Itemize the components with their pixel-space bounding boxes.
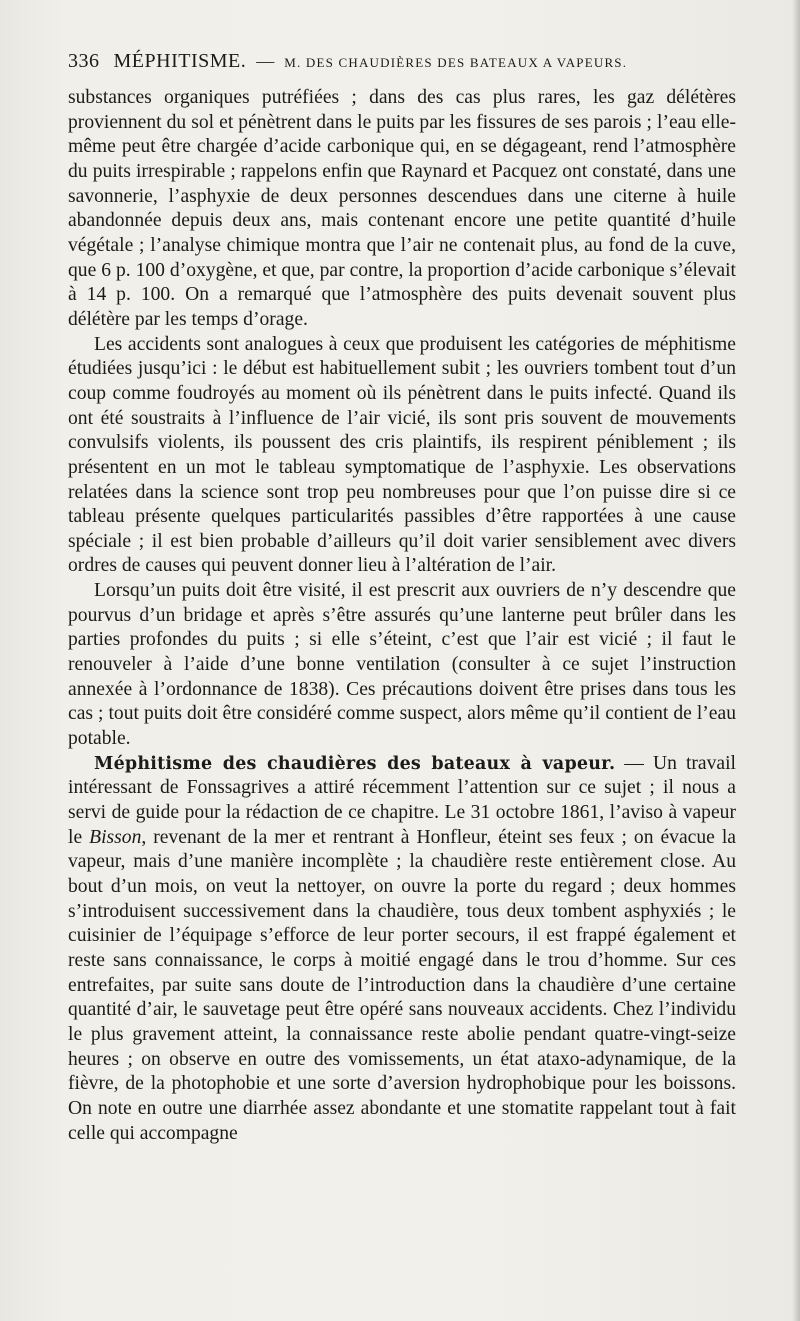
running-head-subtitle: M. DES CHAUDIÈRES DES BATEAUX A VAPEURS. [284, 55, 628, 70]
running-head-separator: — [256, 51, 275, 71]
paragraph-boilers [68, 752, 736, 1147]
paragraph-boilers-part1: Un travail intéressant de Fonssagrives a attiré récemment l’attention sur ce sujet ; il nous a servi de guide pour la rédaction de ce chapitre. Le 31 octobre 1861, l’aviso à vapeur le [68, 752, 736, 848]
running-head-title: MÉPHITISME. [113, 50, 247, 72]
paragraph-accidents: Les accidents sont analogues à ceux que produisent les catégories de méphitisme étudiées jusqu’ici : le début est habituellement subit ; les ouvriers tombent tout d’un coup comme foudroyés au moment où ils pénètrent dans le puits infecté. Quand ils ont été soustraits à l’influence de l’air vicié, ils sont pris souvent de mouvements convulsifs violents, ils poussent des cris plaintifs, ils respirent péniblement ; ils présentent en un mot le tableau symptomatique de l’asphyxie. Les observations relatées dans la science sont trop peu nombreuses pour que l’on puisse dire si ce tableau présente quelques particularités passibles d’être rapportées à une cause spéciale ; il est bien probable d’ailleurs qu’il doit varier sensiblement avec divers ordres de causes qui peuvent donner lieu à l’altération de l’air. [68, 333, 736, 577]
paragraph-precautions: Lorsqu’un puits doit être visité, il est prescrit aux ouvriers de n’y descendre que pourvus d’un bridage et après s’être assurés qu’une lanterne peut brûler dans les parties profondes du puits ; si elle s’éteint, c’est que l’air est vicié ; il faut le renouveler à l’aide d’une bonne ventilation (consulter à ce sujet l’instruction annexée à l’ordonnance de 1838). Ces précautions doivent être prises dans tous les cas ; tout puits doit être considéré comme suspect, alors même qu’il contient de l’eau potable. [68, 580, 736, 750]
page-edge-shadow [792, 0, 800, 1321]
body-text [68, 86, 736, 1146]
page-number: 336 [68, 50, 100, 72]
paragraph-boilers-part2: , revenant de la mer et rentrant à Honfleur, éteint ses feux ; on évacue la vapeur, mais d’une manière incomplète ; la chaudière reste entièrement close. Au bout d’un mois, on veut la nettoyer, on ouvre la porte du regard ; deux hommes s’introduisent successivement dans la chaudière, tous deux tombent asphyxiés ; le cuisinier de l’équipage s’efforce de leur porter secours, il est frappé également et reste sans connaissance, le corps à moitié engagé dans le trou d’homme. Sur ces entrefaites, par suite sans doute de l’introduction dans la chaudière d’une certaine quantité d’air, le sauvetage peut être opéré sans nouveaux accidents. Chez l’individu le plus gravement atteint, la connaissance reste abolie pendant quatre-vingt-seize heures ; on observe en outre des vomissements, un état ataxo-adynamique, de la fièvre, de la photophobie et une sorte d’aversion hydrophobique pour les boissons. On note en outre une diarrhée assez abondante et une stomatite rappelant tout à fait celle qui accompagne [68, 826, 736, 1144]
paragraph-continuation: substances organiques putréfiées ; dans des cas plus rares, les gaz délétères proviennent du sol et pénètrent dans le puits par les fissures de ses parois ; l’eau elle-même peut être chargée d’acide carbonique qui, en se dégageant, rend l’atmosphère du puits irrespirable ; rappelons enfin que Raynard et Pacquez ont constaté, dans une savonnerie, l’asphyxie de deux personnes descendues dans une citerne à huile abandonnée depuis deux ans, mais contenant encore une petite quantité d’huile végétale ; l’analyse chimique montra que l’air ne contenait plus, au fond de la cuve, que 6 p. 100 d’oxygène, et que, par contre, la proportion d’acide carbonique s’élevait à 14 p. 100. On a remarqué que l’atmosphère des puits devenait souvent plus délétère par les temps d’orage. [68, 87, 736, 330]
section-title: Méphitisme des chaudières des bateaux à vapeur. [94, 753, 616, 774]
section-dash: — [615, 752, 653, 774]
running-header [68, 50, 740, 80]
ship-name: Bisson [89, 826, 142, 848]
